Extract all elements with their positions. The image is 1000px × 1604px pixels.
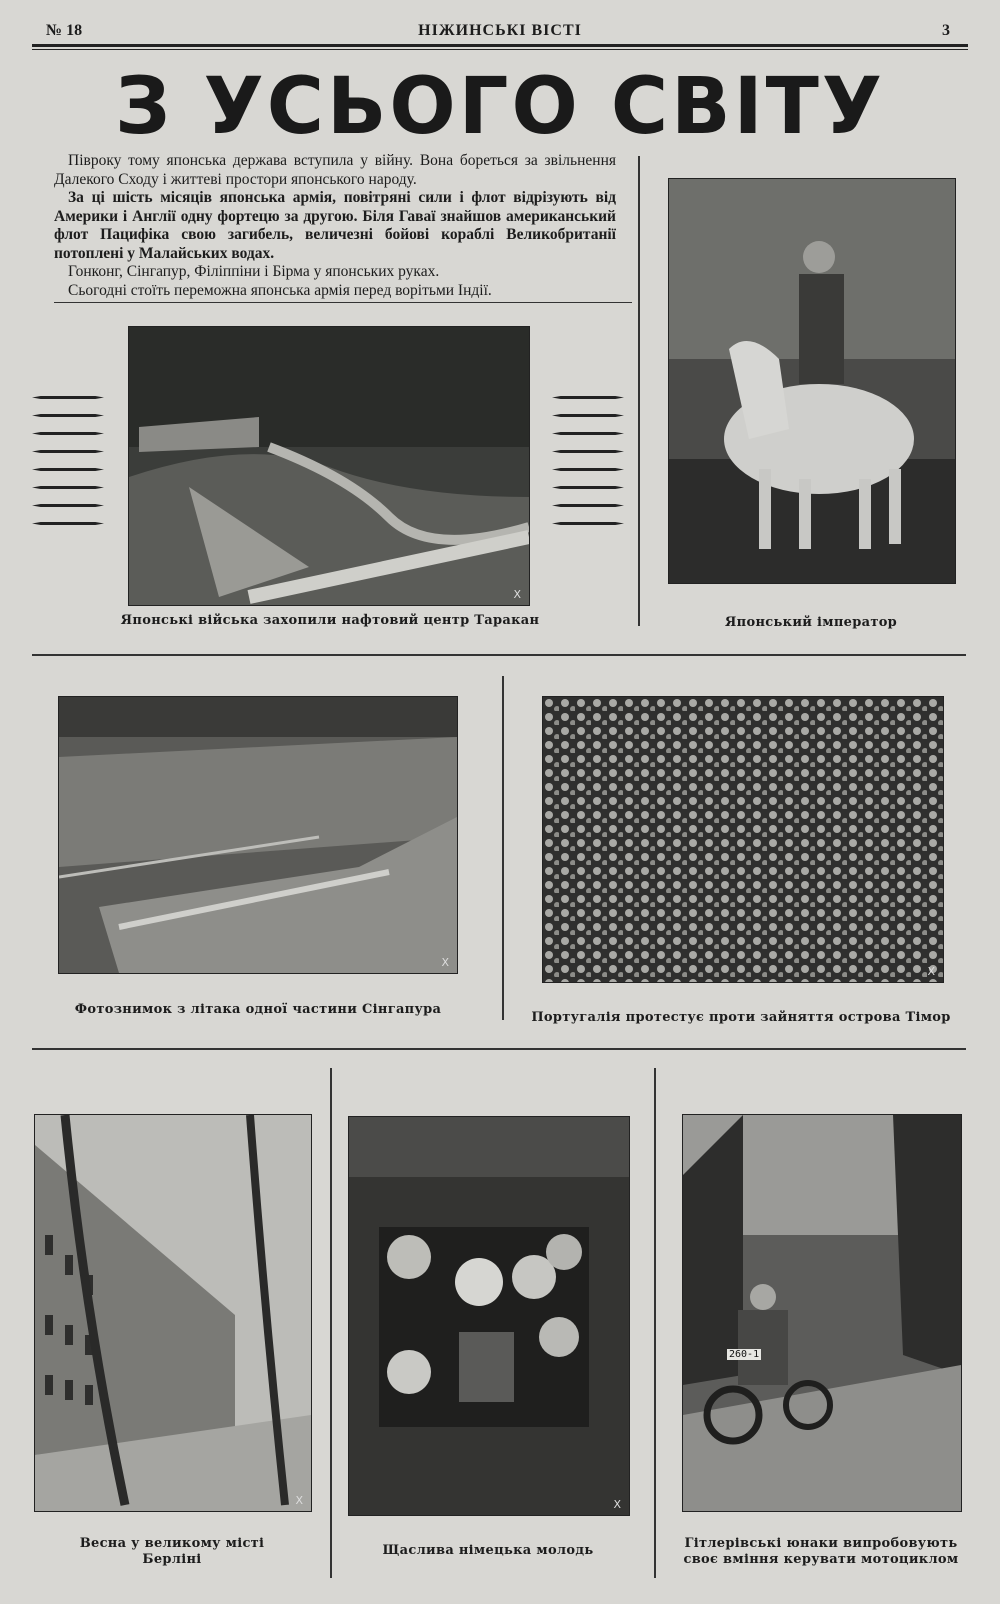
caption-line: Гітлерівські юнаки випробовують (684, 1536, 958, 1551)
page-headline: З УСЬОГО СВІТУ (115, 62, 885, 152)
section-divider (32, 654, 966, 656)
caption-singapore: Фотознимок з літака одної частини Сінгапура (74, 1002, 442, 1017)
photo-mark: X (513, 588, 521, 601)
intro-paragraph: Сьогодні стоїть переможна японська армія перед ворітьми Індії. (68, 281, 492, 299)
caption-line: своє вміння керувати мотоциклом (683, 1552, 959, 1567)
photo-hitler-youth-motorcycle (682, 1114, 962, 1512)
column-divider (330, 1068, 332, 1578)
caption-timor: Португалія протестує проти зайняття острова Тімор (531, 1010, 951, 1025)
intro-paragraph: Гонконг, Сінгапур, Філіппіни і Бірма у японських руках. (68, 263, 440, 280)
photo-singapore-aerial (58, 696, 458, 974)
photo-portugal-protest-crowd (542, 696, 944, 983)
photo-mark: X (295, 1494, 303, 1507)
photo-japanese-emperor (668, 178, 956, 584)
caption-motorcycle (668, 1536, 974, 1568)
intro-article (54, 152, 616, 300)
paper-name: НІЖИНСЬКІ ВІСТІ (418, 22, 582, 39)
caption-emperor: Японський імператор (724, 615, 898, 630)
caption-berlin (34, 1536, 310, 1568)
photo-tarakan-oil-center (128, 326, 530, 606)
page-number: 3 (942, 22, 950, 39)
header-rule (32, 44, 968, 47)
issue-number: № 18 (46, 22, 83, 39)
section-divider (32, 1048, 966, 1050)
intro-rule (54, 302, 632, 303)
column-divider (654, 1068, 656, 1578)
ornament-dashes-right (552, 396, 624, 540)
intro-paragraph: За ці шість місяців японська армія, повітряні сили і флот відрізують від Америки і Англії одну фортецю за другою. Біля Гаваї знайшов американський флот Пацифіка свою загибель, величезні бойові кораблі Великобританії потоплені у Малайських водах. (54, 189, 616, 262)
photo-mark: X (613, 1498, 621, 1511)
license-plate: 260-1 (729, 1349, 760, 1360)
ornament-dashes-left (32, 396, 104, 540)
intro-paragraph: Півроку тому японська держава вступила у війну. Вона бореться за звільнення Далекого Сходу і життеві простори японського народу. (54, 152, 616, 188)
photo-mark: X (441, 956, 449, 969)
caption-line: Весна у великому місті (79, 1536, 265, 1551)
column-divider (638, 156, 640, 626)
header-rule-thin (32, 49, 968, 50)
photo-berlin-spring (34, 1114, 312, 1512)
caption-tarakan: Японські війська захопили нафтовий центр Таракан (120, 613, 540, 628)
photo-happy-german-youth (348, 1116, 630, 1516)
caption-youth: Щаслива німецька молодь (382, 1543, 594, 1558)
column-divider (502, 676, 504, 1020)
photo-mark: X (927, 965, 935, 978)
caption-line: Берліні (142, 1552, 202, 1567)
